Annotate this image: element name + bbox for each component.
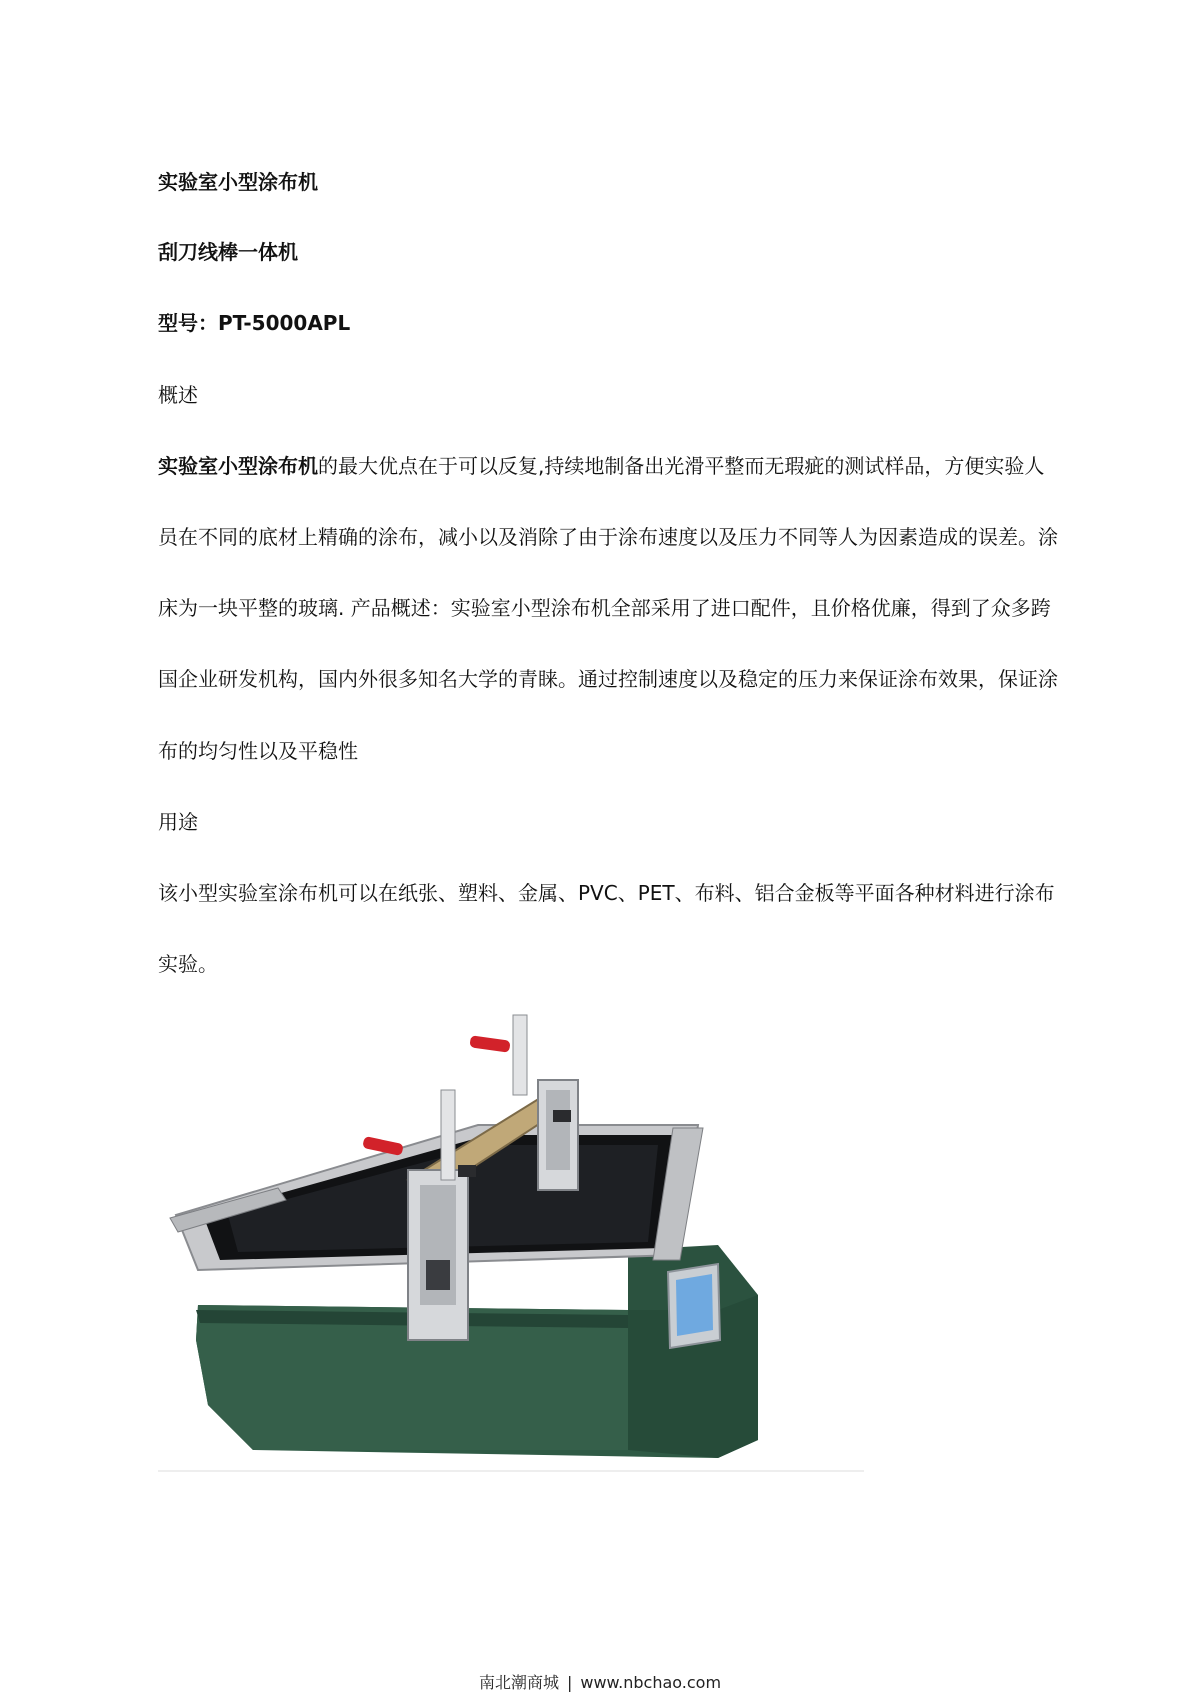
overview-line	[158, 452, 1044, 480]
overview-lead-bold: 实验室小型涂布机	[158, 454, 318, 478]
overview-line: 国企业研发机构，国内外很多知名大学的青睐。通过控制速度以及稳定的压力来保证涂布效果，保证涂	[158, 667, 1058, 691]
page-footer	[0, 1672, 1200, 1694]
product-photo-coating-machine	[158, 1010, 864, 1472]
usage-line: 该小型实验室涂布机可以在纸张、塑料、金属、PVC、PET、布料、铝合金板等平面各种材料进行涂布	[158, 881, 1055, 905]
usage-line: 实验。	[158, 952, 218, 976]
overview-line: 床为一块平整的玻璃. 产品概述：实验室小型涂布机全部采用了进口配件，且价格优廉，得到了众多跨	[158, 596, 1051, 620]
document-subtitle: 刮刀线棒一体机	[158, 240, 298, 264]
overview-line: 员在不同的底材上精确的涂布，减小以及消除了由于涂布速度以及压力不同等人为因素造成的误差。涂	[158, 525, 1058, 549]
footer-separator: |	[566, 1673, 573, 1692]
footer-site-name: 南北潮商城	[478, 1673, 559, 1692]
overview-line-text: 的最大优点在于可以反复,持续地制备出光滑平整而无瑕疵的测试样品，方便实验人	[318, 454, 1045, 478]
footer-url[interactable]: www.nbchao.com	[580, 1673, 722, 1692]
document-title: 实验室小型涂布机	[158, 170, 318, 194]
overview-line: 布的均匀性以及平稳性	[158, 739, 358, 763]
section-heading-overview: 概述	[158, 383, 198, 407]
model-number: 型号：PT-5000APL	[158, 311, 351, 335]
section-heading-usage: 用途	[158, 810, 198, 834]
